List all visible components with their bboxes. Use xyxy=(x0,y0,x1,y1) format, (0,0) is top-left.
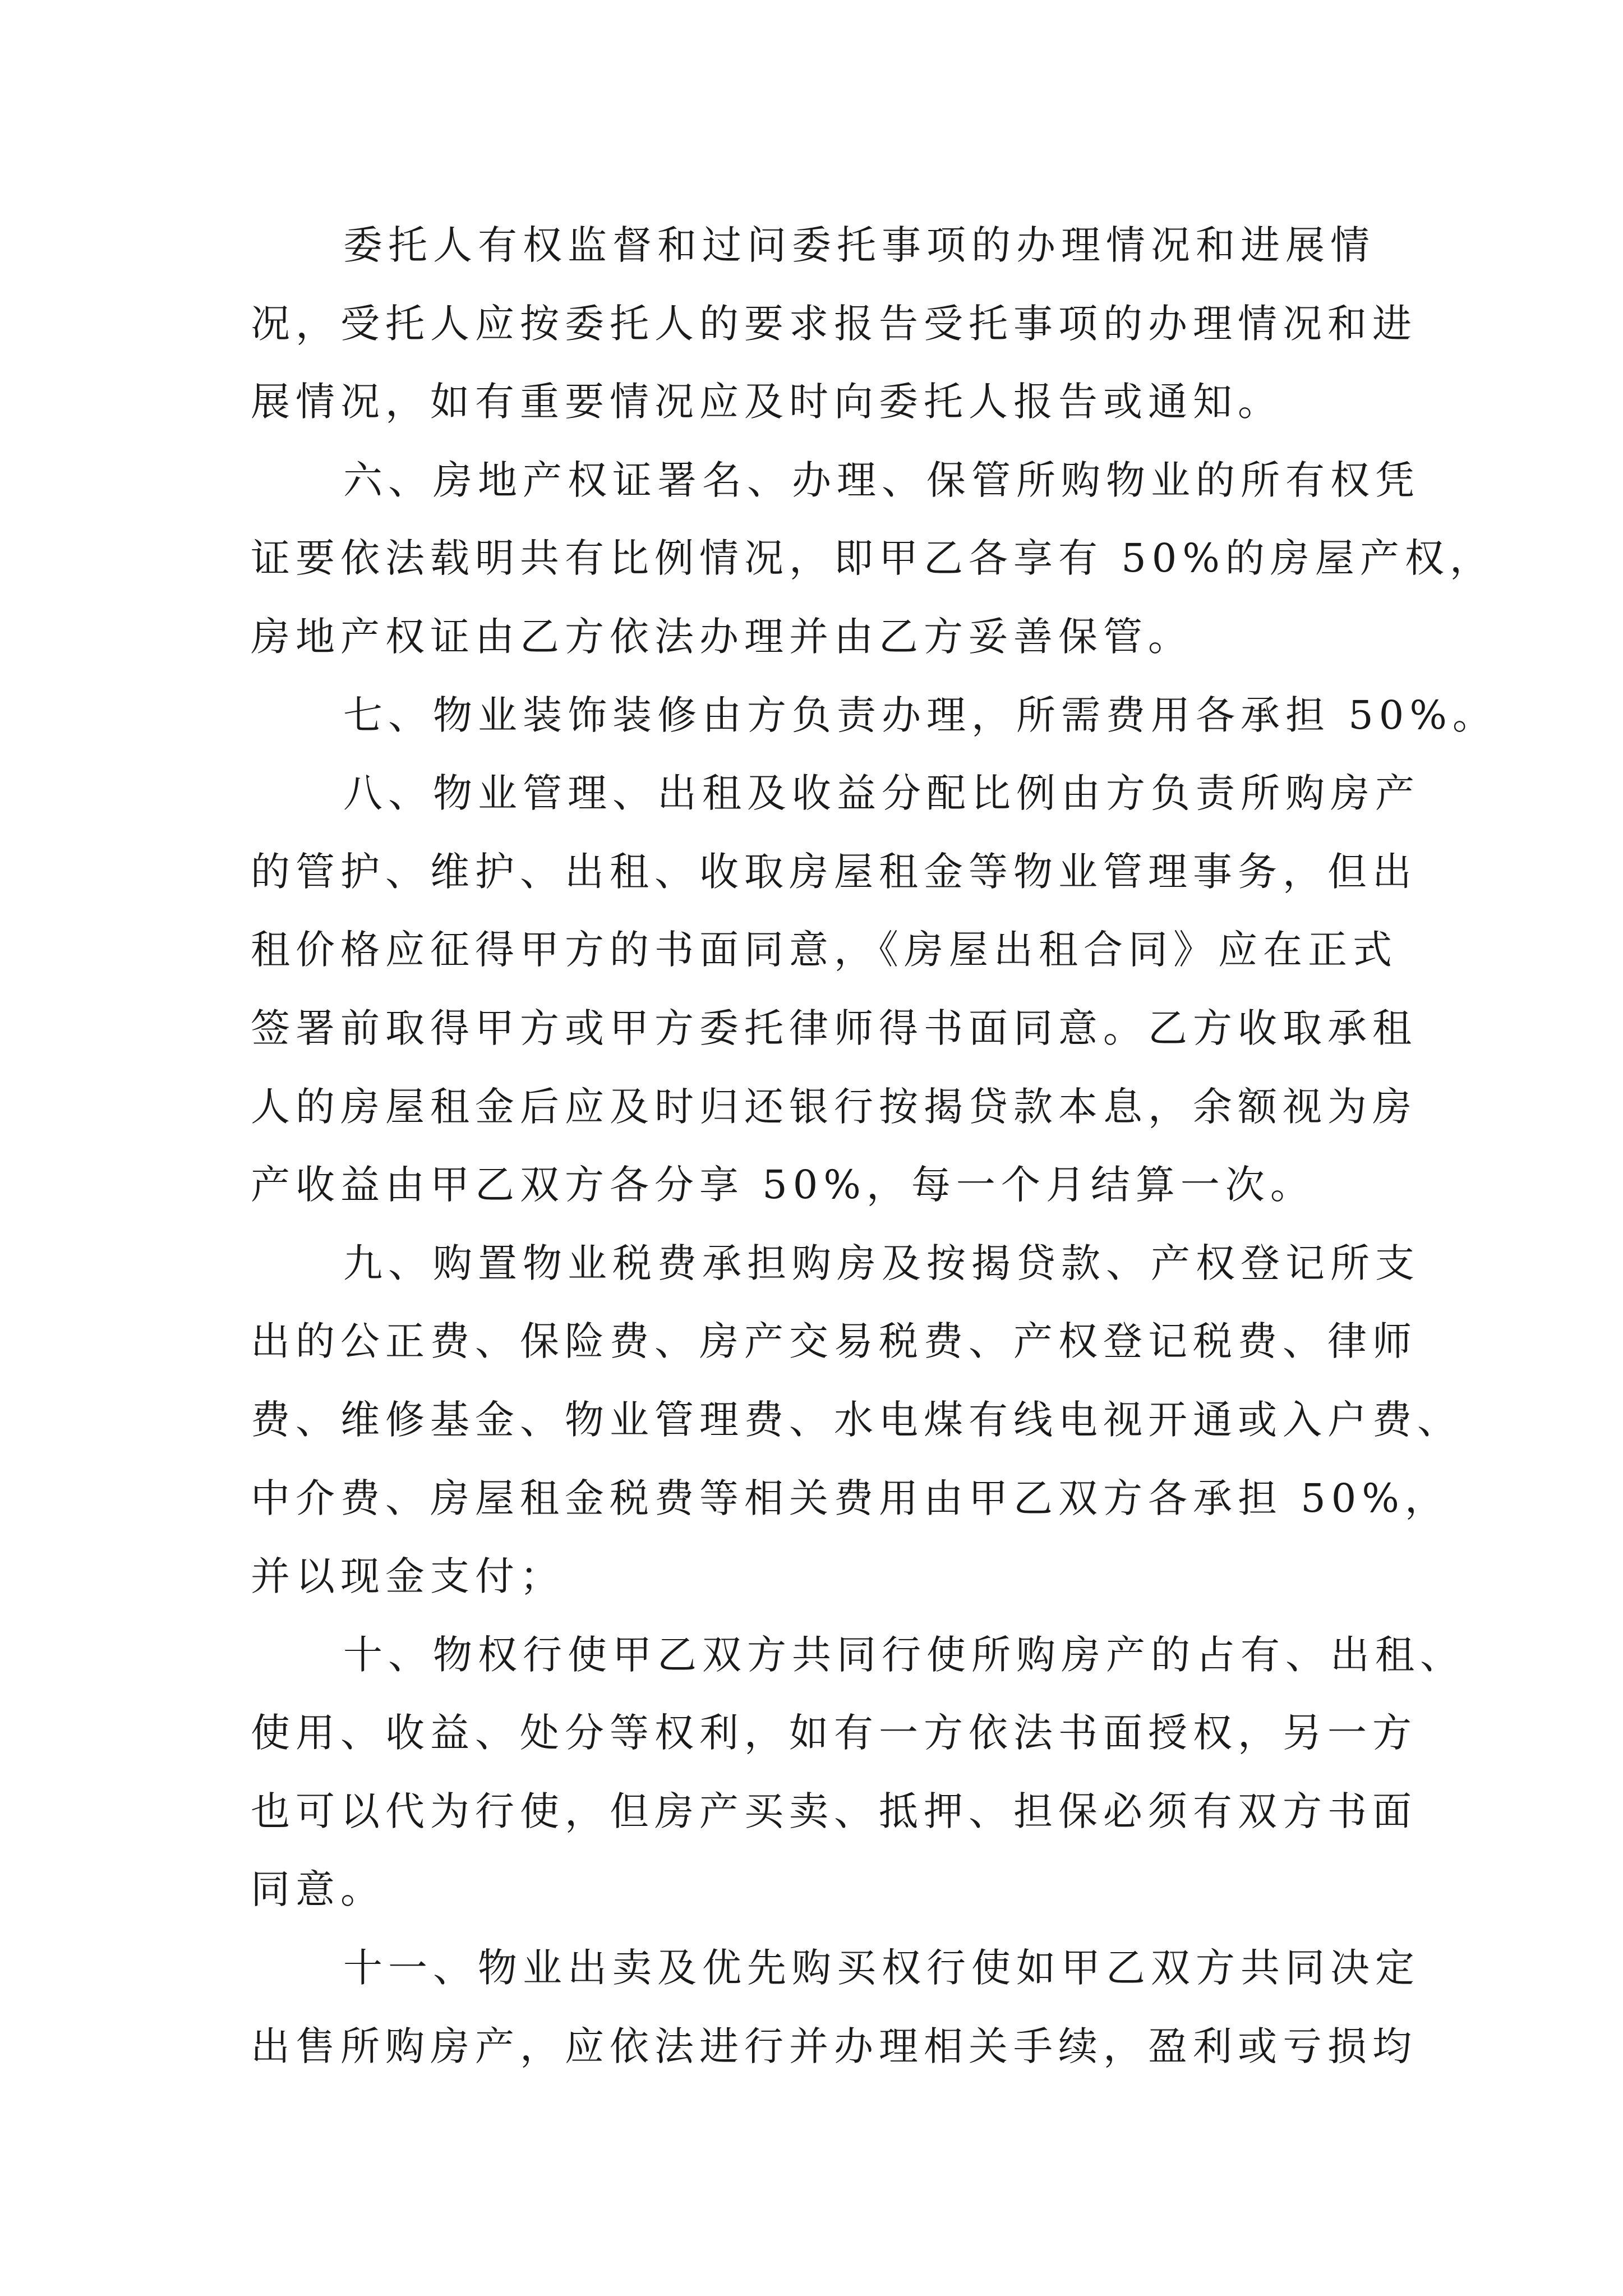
text-line: 七、物业装饰装修由方负责办理，所需费用各承担 50%。 xyxy=(343,692,1497,738)
document-body xyxy=(251,206,1497,2086)
text-line: 的管护、维护、出租、收取房屋租金等物业管理事务，但出 xyxy=(251,848,1417,895)
text-line: 租价格应征得甲方的书面同意，《房屋出租合同》应在正式 xyxy=(251,927,1398,973)
text-line: 八、物业管理、出租及收益分配比例由方负责所购房产 xyxy=(343,770,1420,817)
text-line: 签署前取得甲方或甲方委托律师得书面同意。乙方收取承租 xyxy=(251,1005,1417,1051)
text-line: 费、维修基金、物业管理费、水电煤有线电视开通或入户费、 xyxy=(251,1396,1462,1443)
text-line: 况，受托人应按委托人的要求报告受托事项的办理情况和进 xyxy=(251,300,1417,347)
text-line: 产收益由甲乙双方各分享 50%，每一个月结算一次。 xyxy=(251,1162,1315,1208)
text-line: 九、购置物业税费承担购房及按揭贷款、产权登记所支 xyxy=(343,1240,1420,1286)
text-line: 人的房屋租金后应及时归还银行按揭贷款本息，余额视为房 xyxy=(251,1083,1417,1130)
text-line: 中介费、房屋租金税费等相关费用由甲乙双方各承担 50%， xyxy=(251,1475,1450,1521)
text-line: 同意。 xyxy=(251,1866,385,1913)
text-line: 十一、物业出卖及优先购买权行使如甲乙双方共同决定 xyxy=(343,1945,1420,1991)
text-line: 也可以代为行使，但房产买卖、抵押、担保必须有双方书面 xyxy=(251,1788,1417,1834)
text-line: 出的公正费、保险费、房产交易税费、产权登记税费、律师 xyxy=(251,1318,1417,1365)
text-line: 六、房地产权证署名、办理、保管所购物业的所有权凭 xyxy=(343,457,1420,503)
text-line: 证要依法载明共有比例情况，即甲乙各享有 50%的房屋产权， xyxy=(251,535,1495,582)
text-line: 出售所购房产，应依法进行并办理相关手续，盈利或亏损均 xyxy=(251,2023,1417,2069)
text-line: 房地产权证由乙方依法办理并由乙方妥善保管。 xyxy=(251,613,1193,660)
text-line: 十、物权行使甲乙双方共同行使所购房产的占有、出租、 xyxy=(343,1631,1465,1678)
text-line: 并以现金支付； xyxy=(251,1553,565,1600)
text-line: 展情况，如有重要情况应及时向委托人报告或通知。 xyxy=(251,379,1283,425)
text-line: 使用、收益、处分等权利，如有一方依法书面授权，另一方 xyxy=(251,1710,1417,1756)
text-line: 委托人有权监督和过问委托事项的办理情况和进展情 xyxy=(343,222,1375,268)
